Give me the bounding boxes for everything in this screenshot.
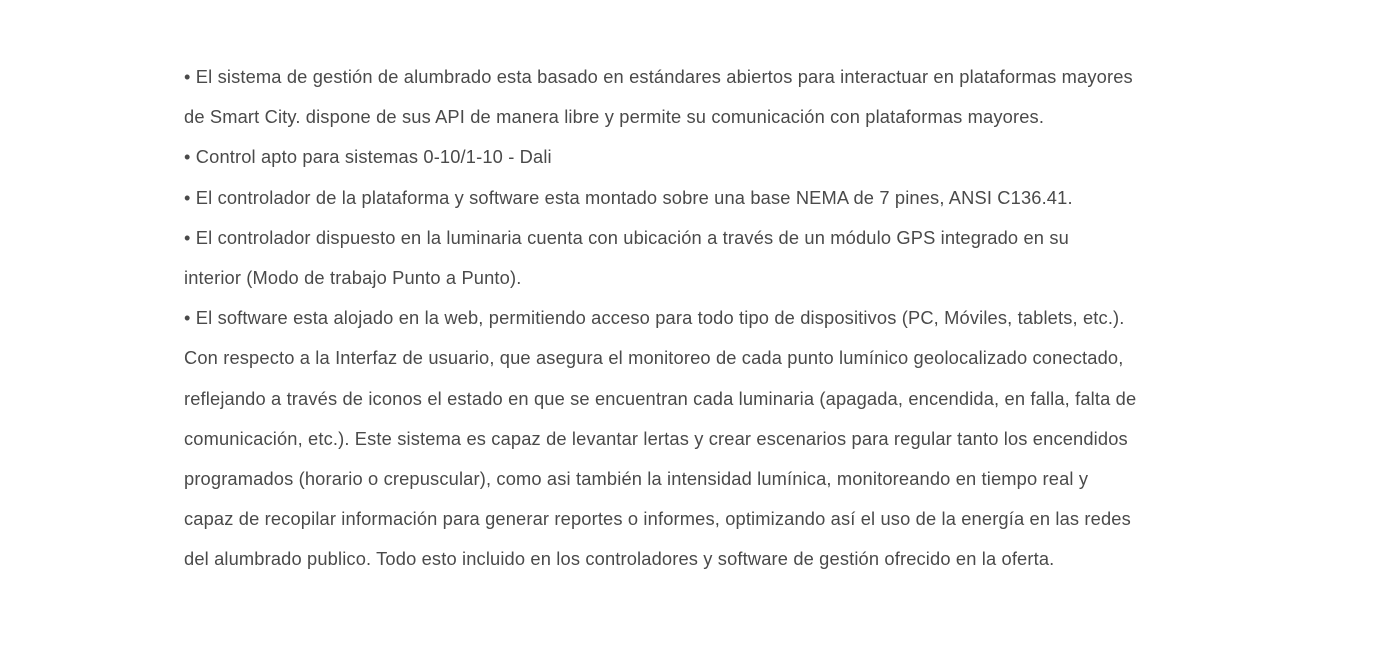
text-line: capaz de recopilar información para generar reportes o informes, optimizando así el uso de la energía en las redes <box>184 508 1131 530</box>
text-line: • El controlador dispuesto en la luminaria cuenta con ubicación a través de un módulo GPS integrado en su <box>184 226 1069 248</box>
text-line: • El controlador de la plataforma y software esta montado sobre una base NEMA de 7 pines, ANSI C136.41. <box>184 186 1073 208</box>
text-line: reflejando a través de iconos el estado en que se encuentran cada luminaria (apagada, encendida, en falla, falta de <box>184 387 1137 409</box>
text-line: comunicación, etc.). Este sistema es capaz de levantar lertas y crear escenarios para regular tanto los encendidos <box>184 427 1128 449</box>
document-body <box>184 57 1244 579</box>
text-line: • Control apto para sistemas 0-10/1-10 - Dali <box>184 146 552 168</box>
text-line: • El sistema de gestión de alumbrado esta basado en estándares abiertos para interactuar en plataformas mayores <box>184 66 1133 87</box>
text-line: • El software esta alojado en la web, permitiendo acceso para todo tipo de dispositivos (PC, Móviles, tablets, etc.). <box>184 307 1125 329</box>
text-line: del alumbrado publico. Todo esto incluido en los controladores y software de gestión ofrecido en la oferta. <box>184 548 1055 570</box>
text-line: programados (horario o crepuscular), como asi también la intensidad lumínica, monitoreando en tiempo real y <box>184 467 1089 489</box>
text-line: interior (Modo de trabajo Punto a Punto). <box>184 266 522 288</box>
text-line: Con respecto a la Interfaz de usuario, que asegura el monitoreo de cada punto lumínico geolocalizado conectado, <box>184 347 1124 369</box>
text-line: de Smart City. dispone de sus API de manera libre y permite su comunicación con plataformas mayores. <box>184 106 1045 128</box>
